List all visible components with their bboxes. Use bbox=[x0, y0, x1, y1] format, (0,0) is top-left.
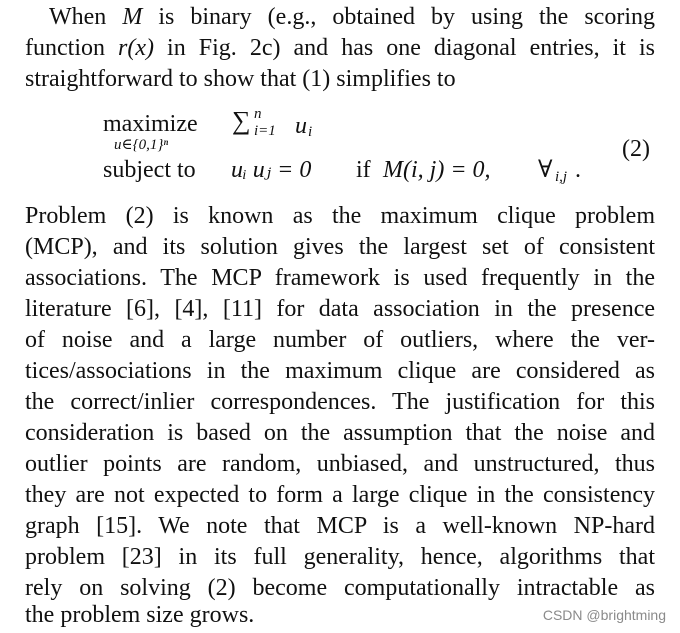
eq-subject-to: subject to bbox=[103, 157, 196, 183]
equation-number: (2) bbox=[622, 136, 650, 162]
eq-term-sub: i bbox=[308, 124, 313, 140]
text-line: they are not expected to form a large clique in the consistency bbox=[25, 482, 655, 508]
text-line: consideration is based on the assumption that the noise and bbox=[25, 420, 655, 446]
text: When bbox=[49, 4, 123, 30]
eq-sum-sub: i=1 bbox=[254, 123, 276, 139]
text-line: rely on solving (2) become computationally intractable as bbox=[25, 575, 655, 601]
text-line: the correct/inlier correspondences. The justification for this bbox=[25, 389, 655, 415]
eq-forall-sub: i,j bbox=[555, 169, 568, 185]
text-line: tices/associations in the maximum clique are considered as bbox=[25, 358, 655, 384]
math-var: M bbox=[122, 4, 143, 30]
eq-term: u bbox=[295, 113, 307, 139]
eq-maximize: maximize bbox=[103, 111, 198, 137]
text-line: literature [6], [4], [11] for data association in the presence bbox=[25, 296, 655, 322]
eq-sum-sup: n bbox=[254, 106, 262, 122]
text: function bbox=[25, 35, 119, 61]
text-line: straightforward to show that (1) simplifies to bbox=[25, 66, 456, 92]
text-line: of noise and a large number of outliers, where the ver- bbox=[25, 327, 655, 353]
eq-forall-end: . bbox=[575, 157, 581, 183]
text-line: graph [15]. We note that MCP is a well-known NP-hard bbox=[25, 513, 655, 539]
eq-constraint: uᵢ uⱼ = 0 bbox=[231, 157, 312, 183]
text-line: the problem size grows. bbox=[25, 602, 255, 628]
text: in Fig. 2c) and has one diagonal entries, it is bbox=[154, 35, 655, 61]
eq-if: if bbox=[356, 157, 371, 183]
text-line: (MCP), and its solution gives the largest set of consistent bbox=[25, 234, 655, 260]
text-line bbox=[25, 33, 655, 64]
eq-domain: u∈{0,1}ⁿ bbox=[114, 137, 169, 153]
text: is binary (e.g., obtained by using the scoring bbox=[142, 4, 655, 30]
eq-condition: M(i, j) = 0, bbox=[383, 157, 491, 183]
text-line bbox=[49, 2, 655, 33]
text-line: outlier points are random, unbiased, and unstructured, thus bbox=[25, 451, 655, 477]
text-line: problem [23] in its full generality, hence, algorithms that bbox=[25, 544, 655, 570]
text-line: associations. The MCP framework is used frequently in the bbox=[25, 265, 655, 291]
watermark: CSDN @brightming bbox=[542, 607, 666, 623]
math-var: r(x) bbox=[118, 35, 155, 61]
text-line: Problem (2) is known as the maximum clique problem bbox=[25, 203, 655, 229]
eq-forall: ∀ bbox=[538, 157, 553, 183]
eq-sum: ∑ bbox=[232, 106, 251, 135]
